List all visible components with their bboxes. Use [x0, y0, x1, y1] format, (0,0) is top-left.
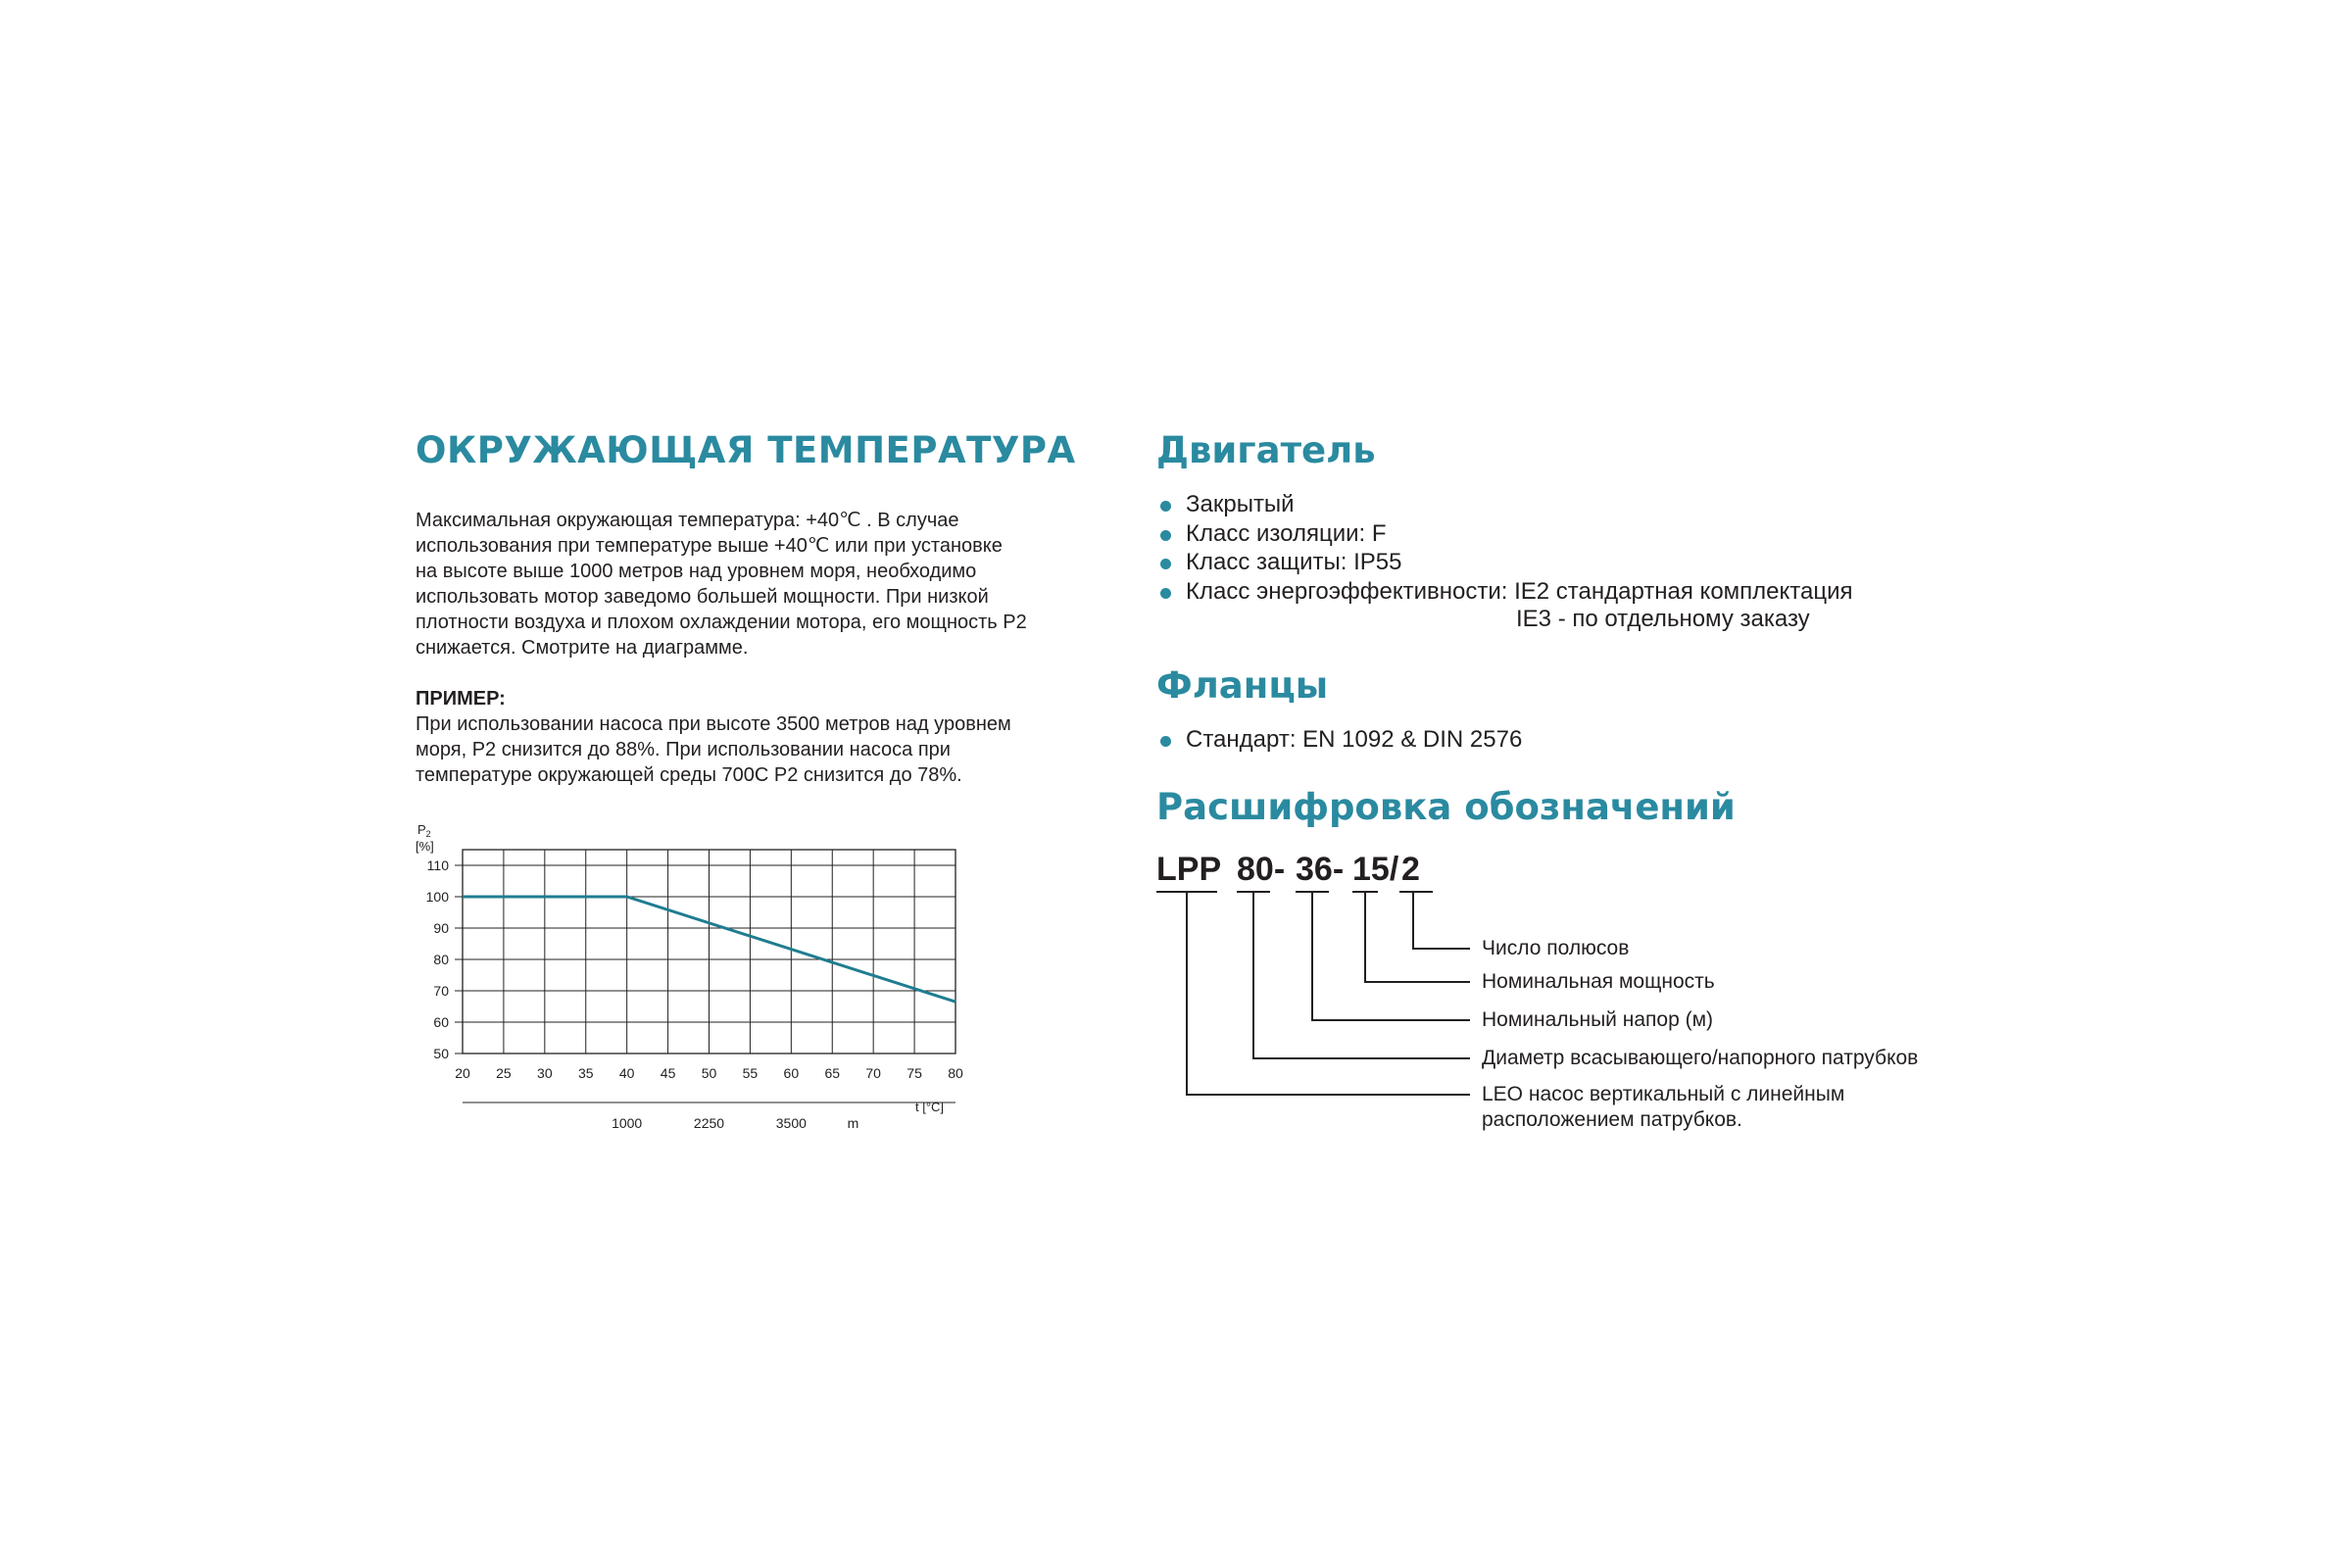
list-item-text: Класс изоляции: F	[1186, 519, 1387, 547]
code-head: 36-	[1296, 851, 1345, 888]
altitude-axis	[463, 1102, 956, 1131]
example-line: При использовании насоса при высоте 3500 метров над уровнем	[416, 713, 1011, 735]
bullet-icon	[1160, 736, 1171, 747]
leader-poles	[1413, 892, 1470, 949]
code-diameter: 80-	[1237, 851, 1286, 888]
y-tick-label: 50	[433, 1046, 449, 1061]
ambient-temperature-heading: ОКРУЖАЮЩАЯ ТЕМПЕРАТУРА	[416, 429, 1076, 471]
motor-heading: Двигатель	[1156, 429, 1376, 471]
chart-grid	[455, 850, 956, 1054]
altitude-tick-label: 3500	[775, 1115, 807, 1131]
flanges-list	[1156, 725, 1522, 755]
example-title: ПРИМЕР:	[416, 688, 506, 710]
x-tick-label: 55	[742, 1065, 759, 1081]
ambient-line: снижается. Смотрите на диаграмме.	[416, 637, 749, 659]
label-series-2: расположением патрубков.	[1482, 1108, 1742, 1131]
bullet-icon	[1160, 559, 1171, 569]
y-tick-label: 90	[433, 920, 449, 936]
list-item-text: Стандарт: EN 1092 & DIN 2576	[1186, 726, 1523, 753]
label-power: Номинальная мощность	[1482, 970, 1715, 993]
bullet-icon	[1160, 588, 1171, 599]
power-derating-chart	[392, 813, 1000, 1147]
decoding-heading: Расшифровка обозначений	[1156, 786, 1736, 828]
example-line: моря, Р2 снизится до 88%. При использовании насоса при	[416, 739, 951, 760]
list-item-text: Закрытый	[1186, 491, 1295, 517]
ambient-line: на высоте выше 1000 метров над уровнем моря, необходимо	[416, 561, 977, 582]
list-item	[1156, 519, 1853, 549]
leader-head	[1312, 892, 1470, 1020]
bullet-icon	[1160, 501, 1171, 512]
x-tick-label: 25	[496, 1065, 512, 1081]
y-tick-label: 100	[425, 889, 449, 905]
y-tick-label: 70	[433, 983, 449, 999]
y-axis-unit: [%]	[416, 839, 434, 854]
label-poles: Число полюсов	[1482, 937, 1630, 959]
flanges-heading: Фланцы	[1156, 664, 1329, 707]
x-tick-label: 65	[824, 1065, 841, 1081]
altitude-tick-label: 2250	[693, 1115, 725, 1131]
list-item-text: Класс защиты: IP55	[1186, 549, 1402, 575]
decoding-leader-lines	[1147, 882, 1480, 1107]
code-power: 15/	[1352, 851, 1399, 888]
x-tick-label: 40	[618, 1065, 635, 1081]
y-axis-label-main: P	[417, 822, 426, 837]
x-axis-label: t [°C]	[915, 1100, 945, 1114]
efficiency-class-continuation: IE3 - по отдельному заказу	[1516, 606, 1810, 632]
ambient-line: использования при температуре выше +40℃ или при установке	[416, 535, 1003, 557]
y-tick-label: 110	[426, 858, 449, 873]
example-description	[416, 711, 1082, 788]
leader-diameter	[1253, 892, 1470, 1058]
x-tick-label: 80	[948, 1065, 963, 1081]
label-series-1: LEO насос вертикальный с линейным	[1482, 1083, 1845, 1105]
ambient-line: плотности воздуха и плохом охлаждении мотора, его мощность Р2	[416, 612, 1027, 633]
leader-series	[1187, 892, 1470, 1095]
example-line: температуре окружающей среды 700С Р2 снизится до 78%.	[416, 764, 962, 786]
x-tick-labels	[455, 1065, 963, 1081]
y-tick-label: 80	[433, 952, 449, 967]
list-item	[1156, 725, 1522, 755]
ambient-line: использовать мотор заведомо большей мощности. При низкой	[416, 586, 989, 608]
code-poles: 2	[1401, 851, 1420, 888]
x-tick-label: 45	[660, 1065, 676, 1081]
y-axis-label-sub: 2	[425, 829, 431, 839]
x-tick-label: 35	[577, 1065, 594, 1081]
altitude-tick-label: 1000	[612, 1115, 643, 1131]
label-head: Номинальный напор (м)	[1482, 1008, 1714, 1031]
x-tick-label: 50	[701, 1065, 717, 1081]
y-tick-labels	[426, 858, 450, 1061]
y-tick-label: 60	[433, 1014, 449, 1030]
bullet-icon	[1160, 530, 1171, 541]
ambient-description	[416, 508, 1082, 661]
list-item-text: Класс энергоэффективности: IE2 стандартная комплектация	[1186, 577, 1853, 605]
x-tick-label: 20	[455, 1065, 470, 1081]
x-tick-label: 70	[865, 1065, 881, 1081]
motor-list	[1156, 490, 1853, 606]
label-diameter: Диаметр всасывающего/напорного патрубков	[1482, 1047, 1919, 1069]
list-item	[1156, 490, 1853, 519]
y-axis-label	[417, 822, 431, 839]
x-tick-label: 60	[783, 1065, 800, 1081]
x-tick-label: 75	[906, 1065, 922, 1081]
list-item	[1156, 577, 1853, 607]
leader-power	[1365, 892, 1470, 982]
ambient-line: Максимальная окружающая температура: +40℃ . В случае	[416, 510, 959, 531]
code-series: LPP	[1156, 851, 1222, 888]
altitude-unit: m	[847, 1115, 859, 1131]
x-tick-label: 30	[537, 1065, 553, 1081]
list-item	[1156, 548, 1853, 577]
